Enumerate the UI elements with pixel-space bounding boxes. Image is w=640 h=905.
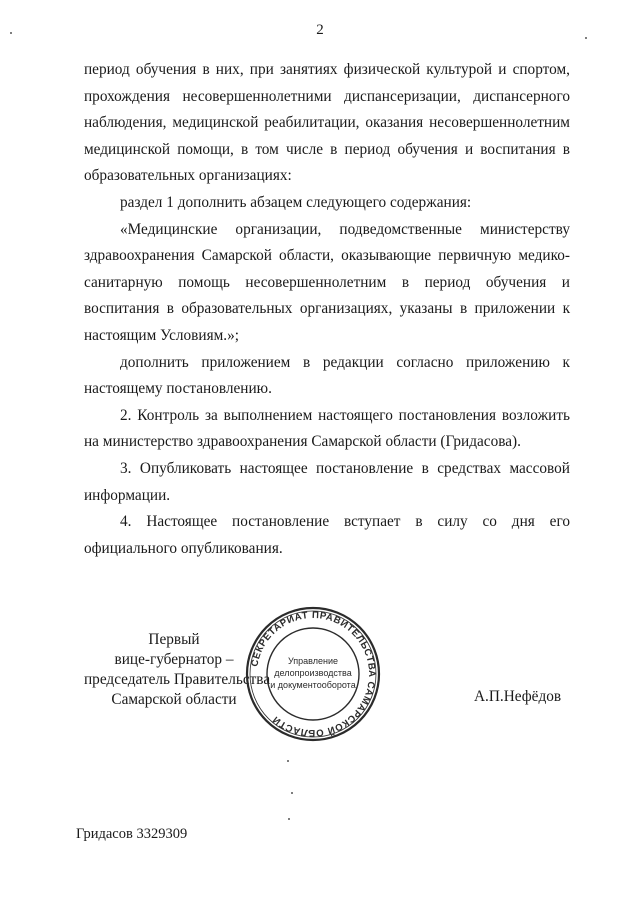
stamp-inner-line: и документооборота [270,680,356,690]
signatory-title [84,630,271,710]
paragraph-continuation: период обучения в них, при занятиях физической культурой и спортом, прохождения несовершеннолетними диспансеризации, диспансерного наблюдения, медицинской реабилитации, оказания несовершеннолетним медицинской помощи, в том числе в период обучения и воспитания в образовательных организациях: [84,61,570,185]
stamp-inner-line: Управление [287,656,339,666]
scan-speck [287,760,289,762]
paragraph-item-4: 4. Настоящее постановление вступает в силу со дня его официального опубликования. [84,513,570,557]
scan-speck [10,32,12,34]
paragraph-item-3: 3. Опубликовать настоящее постановление в средствах массовой информации. [84,459,570,504]
signatory-title-line: вице-губернатор – [114,651,234,668]
paragraph-section-addition: раздел 1 дополнить абзацем следующего содержания: [120,193,472,211]
official-stamp [243,604,383,744]
signatory-title-line: Первый [148,631,200,648]
executor-contact: Гридасов 3329309 [76,826,188,842]
scan-speck [585,37,587,39]
page-number: 2 [316,22,324,38]
stamp-inner-line: делопроизводства [274,668,352,678]
paragraph-quoted-addition: «Медицинские организации, подведомственные министерству здравоохранения Самарской области, оказывающие первичную медико-санитарную помощь несовершеннолетним в период обучения и воспитания в образовательных организациях, указаны в приложении к настоящим Условиям.»; [84,220,570,344]
signer-name: А.П.Нефёдов [474,688,562,705]
signatory-title-line: Самарской области [111,691,237,708]
document-body [84,57,570,562]
scan-speck [288,818,290,820]
paragraph-appendix-addition: дополнить приложением в редакции согласно приложению к настоящему постановлению. [84,353,570,398]
signatory-title-line: председатель Правительства [84,671,271,688]
scan-speck [291,792,293,794]
stamp-outer-text: СЕКРЕТАРИАТ ПРАВИТЕЛЬСТВА САМАРСКОЙ ОБЛАСТИ [249,609,378,739]
paragraph-item-2: 2. Контроль за выполнением настоящего постановления возложить на министерство здравоохранения Самарской области (Гридасова). [84,406,570,451]
